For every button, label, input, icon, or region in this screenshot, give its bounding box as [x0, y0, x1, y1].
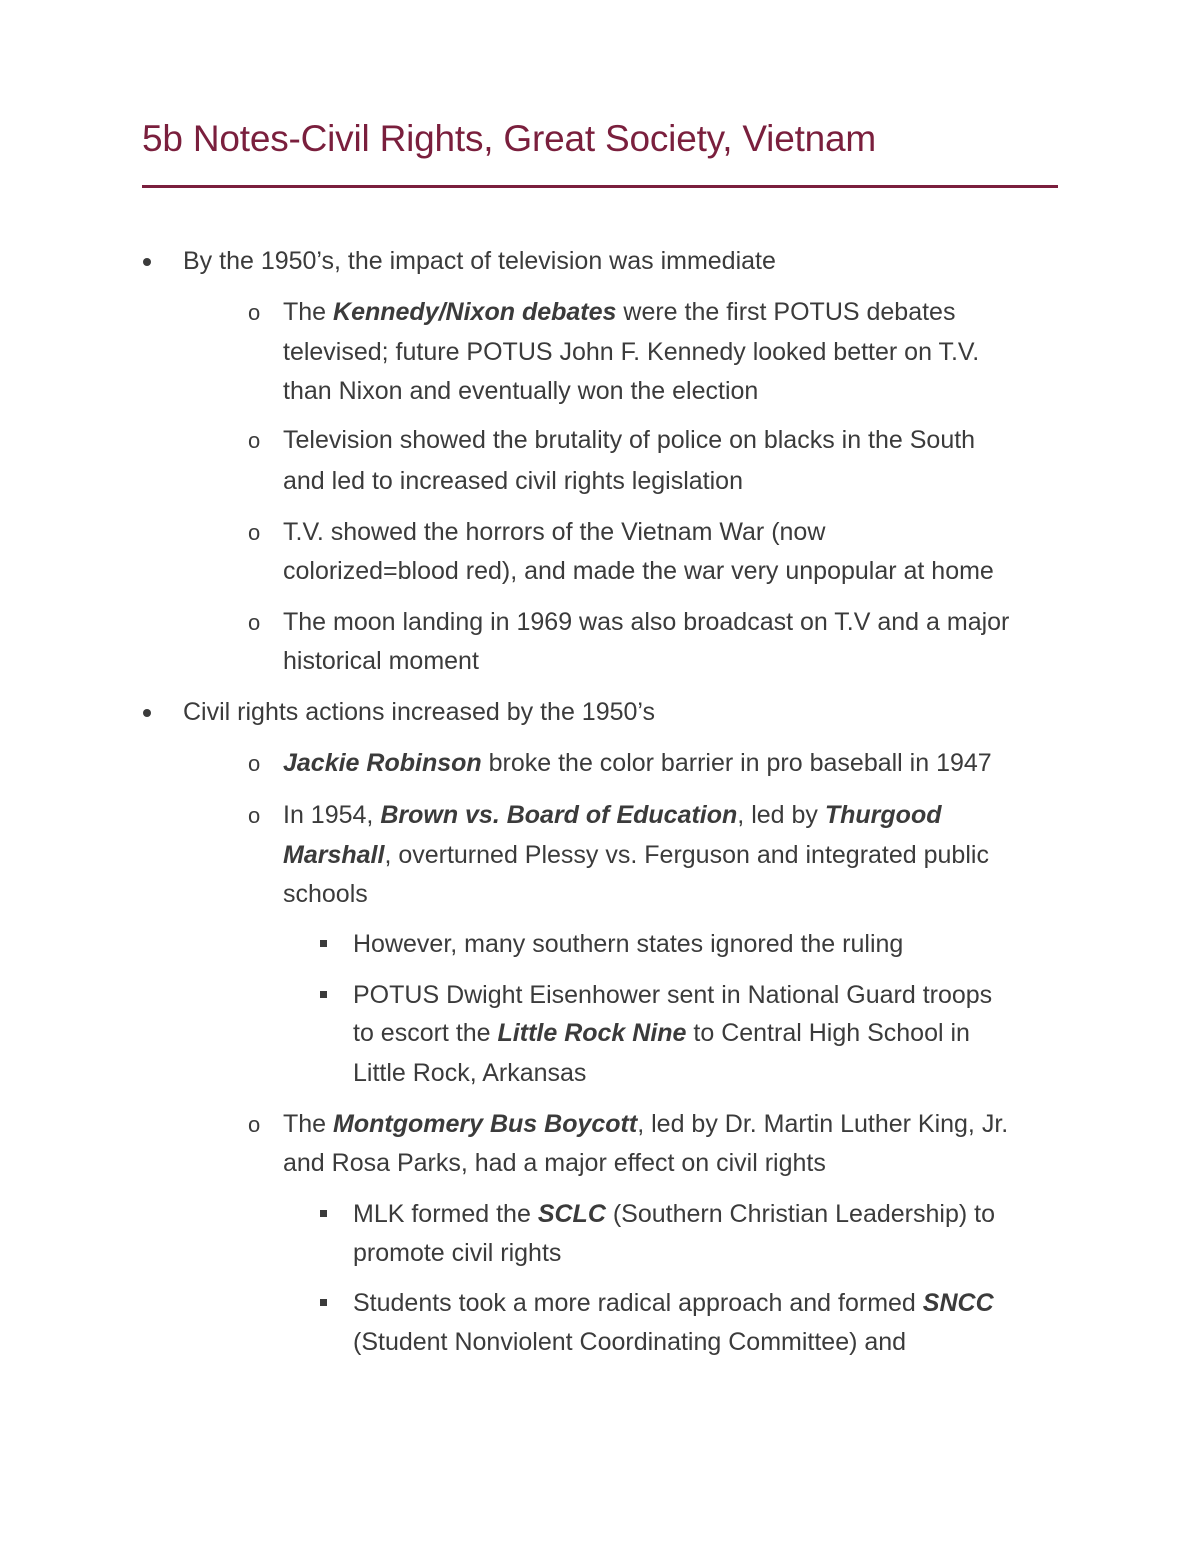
list-item-continuation: and Rosa Parks, had a major effect on civil rights: [283, 1149, 826, 1177]
list-item-continuation: televised; future POTUS John F. Kennedy looked better on T.V.: [283, 338, 980, 366]
sub-bullet-o-icon: o: [248, 428, 261, 453]
list-item: The Kennedy/Nixon debates were the first POTUS debates: [283, 298, 956, 326]
list-item: The moon landing in 1969 was also broadcast on T.V and a major: [283, 608, 1010, 636]
sub-bullet-o-icon: o: [248, 520, 261, 545]
sub-bullet-o-icon: o: [248, 751, 261, 776]
title-divider: [142, 185, 1058, 188]
list-item-continuation: colorized=blood red), and made the war very unpopular at home: [283, 557, 994, 585]
list-item: In 1954, Brown vs. Board of Education, led by Thurgood: [283, 801, 942, 829]
square-bullet-icon: [320, 1210, 327, 1217]
list-item-continuation: than Nixon and eventually won the election: [283, 377, 759, 405]
list-item-continuation: promote civil rights: [353, 1239, 562, 1267]
list-item-continuation: and led to increased civil rights legislation: [283, 467, 743, 495]
list-item: Students took a more radical approach and formed SNCC: [353, 1289, 994, 1317]
square-bullet-icon: [320, 1299, 327, 1306]
list-item-continuation: Little Rock, Arkansas: [353, 1059, 587, 1087]
list-item-continuation: to escort the Little Rock Nine to Central High School in: [353, 1019, 970, 1047]
list-item-continuation: schools: [283, 880, 368, 908]
list-item: Television showed the brutality of police on blacks in the South: [283, 426, 976, 454]
list-item: Civil rights actions increased by the 1950’s: [183, 698, 656, 726]
list-item: However, many southern states ignored the ruling: [353, 930, 904, 958]
list-item: T.V. showed the horrors of the Vietnam War (now: [283, 518, 826, 546]
list-item-continuation: historical moment: [283, 647, 479, 675]
sub-bullet-o-icon: o: [248, 1112, 261, 1137]
list-item: MLK formed the SCLC (Southern Christian Leadership) to: [353, 1200, 995, 1228]
sub-bullet-o-icon: o: [248, 610, 261, 635]
list-item: By the 1950’s, the impact of television was immediate: [183, 247, 776, 275]
list-item-continuation: (Student Nonviolent Coordinating Committee) and: [353, 1328, 907, 1356]
list-item-continuation: Marshall, overturned Plessy vs. Ferguson and integrated public: [283, 841, 989, 869]
bullet-dot-icon: [143, 709, 151, 717]
bullet-dot-icon: [143, 258, 151, 266]
list-item: The Montgomery Bus Boycott, led by Dr. Martin Luther King, Jr.: [283, 1110, 1009, 1138]
page-title: 5b Notes-Civil Rights, Great Society, Vietnam: [142, 118, 877, 159]
square-bullet-icon: [320, 940, 327, 947]
list-item: POTUS Dwight Eisenhower sent in National Guard troops: [353, 981, 993, 1009]
square-bullet-icon: [320, 991, 327, 998]
sub-bullet-o-icon: o: [248, 300, 261, 325]
sub-bullet-o-icon: o: [248, 803, 261, 828]
list-item: Jackie Robinson broke the color barrier in pro baseball in 1947: [283, 749, 992, 777]
